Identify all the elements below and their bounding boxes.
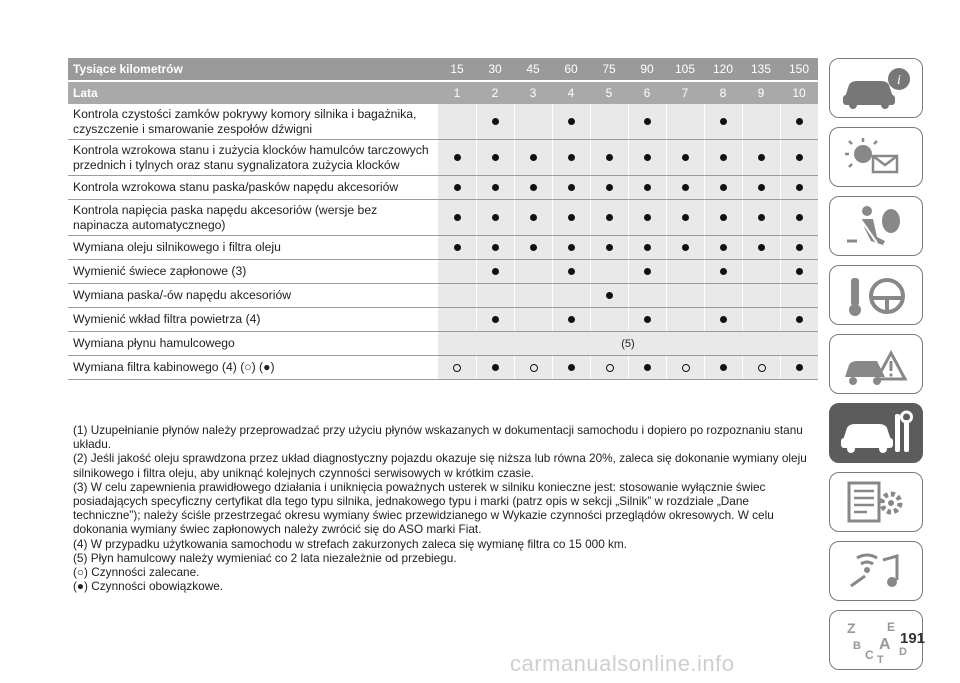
task-label: Kontrola czystości zamków pokrywy komory silnika i bagażnika, czyszczenie i smarowanie zespołów dźwigni	[73, 107, 417, 136]
schedule-cell	[704, 284, 742, 307]
mandatory-mark	[644, 316, 651, 323]
mandatory-mark	[796, 364, 803, 371]
year-column-header: 1	[453, 86, 461, 100]
schedule-cell	[742, 176, 780, 199]
km-column-header: 135	[750, 62, 772, 76]
table-row	[68, 236, 818, 260]
svg-text:Z: Z	[847, 620, 856, 636]
recommended-mark	[758, 364, 766, 372]
mandatory-mark	[720, 184, 727, 191]
schedule-cell	[780, 200, 818, 235]
schedule-cell	[590, 140, 628, 175]
task-label: Kontrola napięcia paska napędu akcesoriów (wersje bez napinacza automatycznego)	[73, 203, 378, 232]
footnote: (4) W przypadku użytkowania samochodu w strefach zakurzonych zaleca się wymianę filtra co 15 000 km.	[73, 536, 628, 551]
table-row	[68, 200, 818, 236]
schedule-cell	[628, 104, 666, 139]
table-row	[68, 332, 818, 356]
recommended-mark	[682, 364, 690, 372]
schedule-cell	[780, 260, 818, 283]
schedule-cell	[742, 356, 780, 379]
mandatory-mark	[644, 244, 651, 251]
schedule-cell	[704, 140, 742, 175]
mandatory-mark	[530, 244, 537, 251]
svg-text:B: B	[853, 640, 861, 652]
schedule-cells	[438, 260, 818, 283]
km-column-header: 75	[602, 62, 616, 76]
schedule-cell	[704, 356, 742, 379]
mandatory-mark	[492, 364, 499, 371]
mandatory-mark	[758, 154, 765, 161]
year-column-header: 3	[529, 86, 537, 100]
km-header-row	[68, 58, 818, 80]
mandatory-mark	[530, 154, 537, 161]
schedule-cell	[514, 176, 552, 199]
schedule-cell	[514, 356, 552, 379]
schedule-cell	[476, 200, 514, 235]
mandatory-mark	[796, 214, 803, 221]
schedule-cell	[438, 140, 476, 175]
schedule-cell	[590, 260, 628, 283]
mandatory-mark	[758, 214, 765, 221]
mandatory-mark	[568, 364, 575, 371]
schedule-cell	[552, 176, 590, 199]
svg-text:C: C	[865, 648, 874, 662]
schedule-cells	[438, 104, 818, 139]
schedule-cell	[628, 284, 666, 307]
task-label: Wymiana płynu hamulcowego	[73, 336, 235, 351]
mandatory-mark	[492, 244, 499, 251]
tab-maintenance[interactable]	[829, 403, 923, 463]
year-column-header: 9	[757, 86, 765, 100]
mandatory-mark	[720, 364, 727, 371]
svg-text:i: i	[897, 73, 901, 88]
schedule-cell	[628, 308, 666, 331]
schedule-cell	[438, 308, 476, 331]
mandatory-mark	[606, 214, 613, 221]
schedule-cell	[438, 284, 476, 307]
schedule-cell	[514, 104, 552, 139]
maintenance-schedule-table	[68, 58, 818, 380]
schedule-cell	[590, 356, 628, 379]
mandatory-mark	[568, 184, 575, 191]
task-label: Wymienić wkład filtra powietrza (4)	[73, 312, 261, 327]
mandatory-mark	[492, 316, 499, 323]
mandatory-mark	[682, 244, 689, 251]
footnote: (○) Czynności zalecane.	[73, 565, 200, 580]
task-label: Kontrola wzrokowa stanu i zużycia klocków hamulców tarczowych przednich i tylnych oraz stanu sygnalizatora zużycia klocków	[73, 143, 429, 172]
mandatory-mark	[644, 214, 651, 221]
mandatory-mark	[644, 118, 651, 125]
schedule-cell	[666, 176, 704, 199]
mandatory-mark	[454, 244, 461, 251]
schedule-cells	[438, 332, 818, 355]
schedule-cell	[590, 176, 628, 199]
recommended-mark	[606, 364, 614, 372]
km-column-header: 60	[564, 62, 578, 76]
schedule-cell	[780, 176, 818, 199]
footnote: (2) Jeśli jakość oleju sprawdzona przez układ diagnostyczny pojazdu okazuje się niższa lub równa 20%, zaleca się dokonanie wymiany oleju silnikowego i filtra oleju, aby uniknąć kolejnych czynności serwisowych w krótkim czasie.	[73, 451, 807, 480]
maintenance-icon	[837, 408, 915, 458]
schedule-cell	[704, 200, 742, 235]
mandatory-mark	[720, 316, 727, 323]
schedule-cell	[628, 176, 666, 199]
mandatory-mark	[454, 184, 461, 191]
dashboard-lights-icon	[837, 132, 915, 182]
schedule-cell	[552, 200, 590, 235]
table-row	[68, 176, 818, 200]
schedule-cell	[780, 308, 818, 331]
schedule-cell	[780, 140, 818, 175]
schedule-cell	[590, 284, 628, 307]
schedule-cell	[666, 200, 704, 235]
mandatory-mark	[644, 268, 651, 275]
emergency-icon	[837, 339, 915, 389]
mandatory-mark	[492, 184, 499, 191]
year-column-header: 7	[681, 86, 689, 100]
year-column-header: 8	[719, 86, 727, 100]
mandatory-mark	[644, 364, 651, 371]
schedule-cell	[476, 260, 514, 283]
technical-data-icon	[837, 477, 915, 527]
schedule-cells	[438, 284, 818, 307]
schedule-cells	[438, 308, 818, 331]
schedule-cell	[590, 200, 628, 235]
mandatory-mark	[644, 184, 651, 191]
schedule-cell	[628, 236, 666, 259]
footnote: (3) W celu zapewnienia prawidłowego działania i uniknięcia poważnych usterek w silniku konieczne jest: stosowanie wyłącznie świec posiadających specyficzny certyfikat dla tego typu silnika, jednakowego typu i marki (patrz opis w sekcji „Silnik” w rozdziale „Dane techniczne”); należy ściśle przestrzegać okresu wymiany świec przewidzianego w Wykazie czynności przeglądów okresowych. W celu dokonania wymiany świec zapłonowych należy zwrócić się do ASO marki Fiat.	[73, 479, 774, 537]
mandatory-mark	[720, 268, 727, 275]
schedule-cell	[552, 356, 590, 379]
tab-starting-driving[interactable]	[829, 265, 923, 325]
mandatory-mark	[492, 268, 499, 275]
schedule-cell	[514, 284, 552, 307]
mandatory-mark	[720, 244, 727, 251]
year-column-header: 4	[567, 86, 575, 100]
schedule-cell	[666, 140, 704, 175]
mandatory-mark	[492, 118, 499, 125]
schedule-cell	[666, 104, 704, 139]
schedule-cell	[628, 140, 666, 175]
schedule-cell	[590, 236, 628, 259]
mandatory-mark	[606, 184, 613, 191]
mandatory-mark	[568, 268, 575, 275]
schedule-cells	[438, 356, 818, 379]
tab-car-info[interactable]	[829, 58, 923, 118]
schedule-cell	[552, 308, 590, 331]
schedule-cell	[552, 260, 590, 283]
mandatory-mark	[492, 214, 499, 221]
schedule-cell	[780, 236, 818, 259]
schedule-cell	[438, 356, 476, 379]
span-note: (5)	[621, 337, 635, 350]
tab-emergency[interactable]	[829, 334, 923, 394]
watermark: carmanualsonline.info	[510, 651, 735, 676]
year-column-header: 6	[643, 86, 651, 100]
schedule-cell	[514, 308, 552, 331]
mandatory-mark	[644, 154, 651, 161]
mandatory-mark	[796, 154, 803, 161]
schedule-cell	[742, 236, 780, 259]
schedule-cell	[438, 260, 476, 283]
schedule-cell	[666, 308, 704, 331]
year-column-header: 10	[792, 86, 806, 100]
schedule-cell	[742, 140, 780, 175]
tab-multimedia[interactable]	[829, 541, 923, 601]
schedule-cell	[438, 176, 476, 199]
schedule-cell	[476, 140, 514, 175]
schedule-cell	[628, 200, 666, 235]
km-column-header: 120	[712, 62, 734, 76]
schedule-cell	[666, 356, 704, 379]
mandatory-mark	[758, 244, 765, 251]
mandatory-mark	[492, 154, 499, 161]
footnotes	[73, 423, 818, 593]
km-column-header: 90	[640, 62, 654, 76]
table-row	[68, 308, 818, 332]
schedule-cell	[628, 356, 666, 379]
mandatory-mark	[454, 154, 461, 161]
km-column-header: 105	[674, 62, 696, 76]
recommended-mark	[530, 364, 538, 372]
mandatory-mark	[454, 214, 461, 221]
schedule-cell	[742, 200, 780, 235]
mandatory-mark	[606, 154, 613, 161]
schedule-cell	[552, 140, 590, 175]
safety-airbag-icon	[837, 201, 915, 251]
mandatory-mark	[530, 214, 537, 221]
footnote: (1) Uzupełnianie płynów należy przeprowadzać przy użyciu płynów wskazanych w dokumentacji samochodu i dopiero po rozpoznaniu stanu układu.	[73, 423, 803, 452]
schedule-cell	[590, 104, 628, 139]
schedule-cell	[666, 284, 704, 307]
schedule-cell	[476, 176, 514, 199]
task-label: Wymiana filtra kabinowego (4) (○) (●)	[73, 360, 275, 375]
car-info-icon	[837, 63, 915, 113]
footnote: (5) Płyn hamulcowy należy wymieniać co 2 lata niezależnie od przebiegu.	[73, 550, 457, 565]
task-label: Wymiana oleju silnikowego i filtra oleju	[73, 240, 281, 255]
schedule-cell	[628, 260, 666, 283]
schedule-cell	[476, 284, 514, 307]
schedule-cell	[704, 308, 742, 331]
schedule-cell	[666, 236, 704, 259]
schedule-cell	[552, 104, 590, 139]
recommended-mark	[453, 364, 461, 372]
starting-driving-icon	[837, 270, 915, 320]
km-header-label: Tysiące kilometrów	[73, 62, 183, 76]
schedule-cell	[552, 284, 590, 307]
schedule-cell	[476, 308, 514, 331]
task-label: Kontrola wzrokowa stanu paska/pasków napędu akcesoriów	[73, 180, 399, 195]
schedule-cell	[742, 284, 780, 307]
tab-safety[interactable]	[829, 196, 923, 256]
footnote: (●) Czynności obowiązkowe.	[73, 579, 224, 594]
chapter-sidebar	[829, 58, 926, 679]
schedule-cell	[514, 200, 552, 235]
schedule-cell	[438, 236, 476, 259]
task-label: Wymiana paska/-ów napędu akcesoriów	[73, 288, 292, 303]
mandatory-mark	[606, 292, 613, 299]
mandatory-mark	[606, 244, 613, 251]
table-row	[68, 260, 818, 284]
km-column-header: 45	[526, 62, 540, 76]
schedule-cell	[552, 236, 590, 259]
svg-text:T: T	[877, 654, 884, 665]
mandatory-mark	[568, 118, 575, 125]
schedule-cell	[514, 260, 552, 283]
mandatory-mark	[796, 316, 803, 323]
schedule-cell	[780, 356, 818, 379]
schedule-cell	[704, 104, 742, 139]
km-column-header: 15	[450, 62, 464, 76]
mandatory-mark	[796, 184, 803, 191]
schedule-cell	[514, 236, 552, 259]
table-row	[68, 284, 818, 308]
schedule-cell	[590, 308, 628, 331]
years-header-label: Lata	[73, 86, 98, 100]
mandatory-mark	[682, 184, 689, 191]
schedule-cell	[704, 260, 742, 283]
schedule-cell	[438, 104, 476, 139]
multimedia-icon	[837, 546, 915, 596]
tab-dashboard-lights[interactable]	[829, 127, 923, 187]
task-label: Wymienić świece zapłonowe (3)	[73, 264, 247, 279]
table-row	[68, 140, 818, 176]
schedule-cell	[742, 260, 780, 283]
schedule-cells	[438, 140, 818, 175]
table-row	[68, 356, 818, 380]
mandatory-mark	[568, 214, 575, 221]
schedule-cell	[780, 104, 818, 139]
mandatory-mark	[720, 214, 727, 221]
mandatory-mark	[796, 118, 803, 125]
schedule-cells	[438, 200, 818, 235]
page-number: 191	[900, 630, 926, 647]
schedule-cells	[438, 176, 818, 199]
schedule-cell	[476, 104, 514, 139]
mandatory-mark	[796, 268, 803, 275]
km-column-header: 150	[788, 62, 810, 76]
mandatory-mark	[720, 118, 727, 125]
year-column-header: 5	[605, 86, 613, 100]
schedule-cell	[666, 260, 704, 283]
mandatory-mark	[758, 184, 765, 191]
schedule-cell	[742, 104, 780, 139]
schedule-cell	[514, 140, 552, 175]
mandatory-mark	[682, 214, 689, 221]
schedule-cell	[438, 200, 476, 235]
schedule-cell	[476, 236, 514, 259]
mandatory-mark	[720, 154, 727, 161]
schedule-cell	[704, 236, 742, 259]
km-column-header: 30	[488, 62, 502, 76]
mandatory-mark	[682, 154, 689, 161]
svg-text:E: E	[887, 620, 896, 634]
schedule-cell	[704, 176, 742, 199]
year-column-header: 2	[491, 86, 499, 100]
mandatory-mark	[530, 184, 537, 191]
schedule-cell	[742, 308, 780, 331]
mandatory-mark	[796, 244, 803, 251]
svg-text:D: D	[899, 646, 907, 658]
mandatory-mark	[568, 154, 575, 161]
table-row	[68, 104, 818, 140]
svg-text:A: A	[879, 636, 891, 653]
mandatory-mark	[568, 316, 575, 323]
years-header-row	[68, 82, 818, 104]
schedule-cell	[476, 356, 514, 379]
tab-technical-data[interactable]	[829, 472, 923, 532]
schedule-cell	[780, 284, 818, 307]
schedule-cells	[438, 236, 818, 259]
mandatory-mark	[568, 244, 575, 251]
